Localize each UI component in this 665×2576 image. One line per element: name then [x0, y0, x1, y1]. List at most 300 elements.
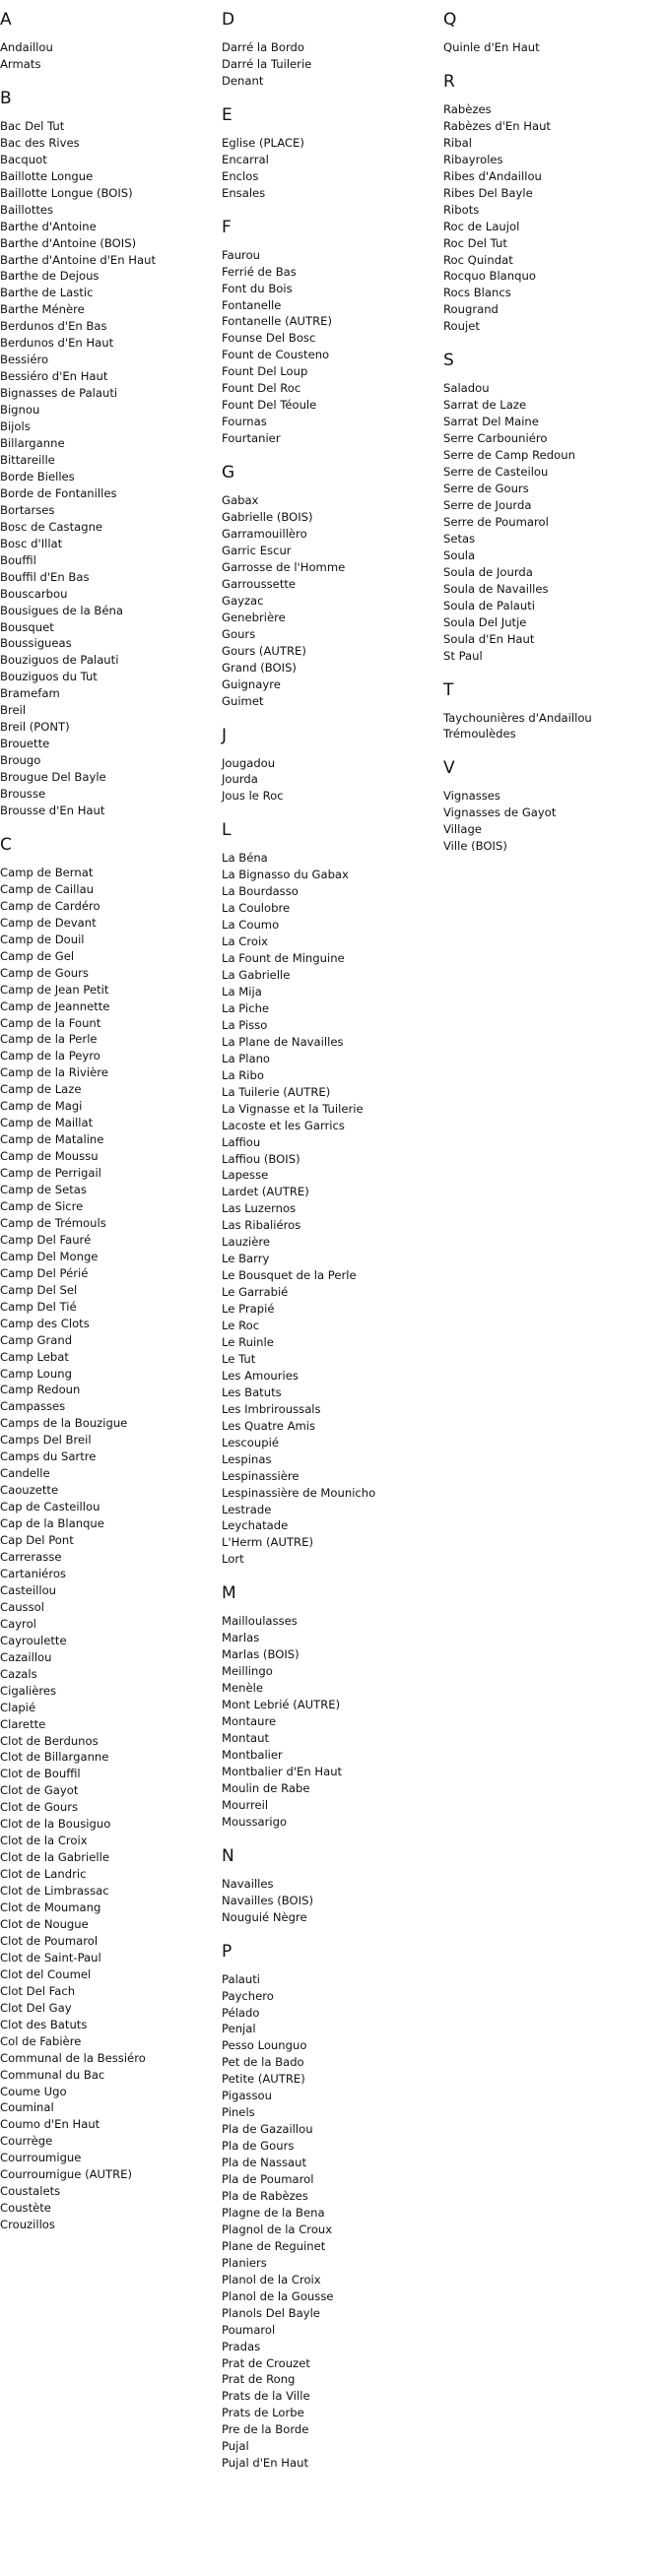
place-name: Ribes Del Bayle — [443, 185, 533, 200]
place-name: Le Prapié — [222, 1302, 275, 1317]
place-name: Fount Del Loup — [222, 364, 308, 379]
place-name: Garroussette — [222, 576, 297, 591]
place-list — [0, 865, 222, 2233]
place-name: Gours — [222, 626, 256, 641]
place-name: Brouette — [0, 737, 50, 751]
place-name: La Coumo — [222, 918, 280, 933]
place-name: Les Batuts — [222, 1385, 282, 1399]
place-name: Fount de Cousteno — [222, 348, 330, 362]
place-name: Lespinassière de Mounicho — [222, 1485, 376, 1500]
place-name: Crouzillos — [0, 2218, 55, 2232]
place-name: Laffiou (BOIS) — [222, 1151, 300, 1166]
place-name: Rougrand — [443, 302, 499, 317]
place-name: Pradas — [222, 2339, 261, 2353]
place-name: Plane de Reguinet — [222, 2238, 326, 2253]
section-letter: L — [222, 820, 232, 841]
place-name: Camp de Jeannette — [0, 998, 110, 1013]
place-name: Pla de Gours — [222, 2139, 295, 2154]
place-name: Prats de Lorbe — [222, 2406, 304, 2420]
place-name: Poumarol — [222, 2322, 276, 2337]
place-name: Clot de Limbrassac — [0, 1884, 109, 1899]
place-name: Menèle — [222, 1681, 263, 1696]
place-name: La Piche — [222, 1000, 270, 1015]
place-name: Clot de Billarganne — [0, 1750, 109, 1765]
place-name: Clot de la Croix — [0, 1834, 88, 1848]
place-name: Pla de Gazaillou — [222, 2122, 313, 2137]
section-letter: P — [222, 1941, 233, 1962]
place-name: Bramefam — [0, 686, 60, 701]
place-list — [443, 380, 665, 664]
place-name: Rabèzes d'En Haut — [443, 118, 551, 133]
place-name: Saladou — [443, 381, 490, 396]
place-name: Casteillou — [0, 1582, 57, 1597]
place-name: Serre Carbouniéro — [443, 431, 548, 446]
section-letter: M — [222, 1583, 236, 1604]
place-name: Fourtanier — [222, 431, 281, 446]
letter-section — [0, 10, 222, 73]
place-name: La Fount de Minguine — [222, 951, 345, 966]
place-name: Vignasses — [443, 789, 500, 804]
place-name: Camp de Devant — [0, 915, 97, 930]
place-name: Gayzac — [222, 593, 264, 608]
place-name: Jourda — [222, 772, 258, 787]
section-letter: R — [443, 71, 455, 92]
place-name: Barthe Ménère — [0, 302, 85, 317]
place-name: Bosc de Castagne — [0, 519, 103, 534]
place-name: Pet de la Bado — [222, 2055, 304, 2070]
place-name: Mont Lebrié (AUTRE) — [222, 1698, 341, 1712]
place-name: Ensales — [222, 185, 266, 200]
place-name: Barthe d'Antoine d'En Haut — [0, 252, 157, 267]
place-name: Darré la Bordo — [222, 40, 304, 54]
place-name: Fournas — [222, 415, 267, 429]
place-name: Communal du Bac — [0, 2067, 105, 2082]
letter-section — [222, 218, 443, 447]
place-name: Camp Redoun — [0, 1383, 81, 1397]
place-name: Planol de la Gousse — [222, 2288, 334, 2303]
place-name: Roc de Laujol — [443, 219, 520, 233]
place-name: Font du Bois — [222, 281, 293, 295]
place-name: Bignasses de Palauti — [0, 386, 118, 401]
place-name: Camp de Maillat — [0, 1116, 94, 1130]
place-name: Village — [443, 822, 482, 837]
place-name: Clot de Nougue — [0, 1916, 89, 1931]
place-name: La Bourdasso — [222, 884, 299, 899]
place-list — [443, 788, 665, 855]
place-name: Camp Loung — [0, 1366, 72, 1381]
section-letter: G — [222, 463, 235, 483]
section-letter: F — [222, 217, 232, 237]
place-name: Denant — [222, 73, 264, 88]
place-name: Encarral — [222, 152, 269, 166]
place-name: Roujet — [443, 319, 480, 334]
place-name: Bouffil — [0, 552, 36, 567]
place-name: Ribal — [443, 135, 472, 150]
place-name: Camp Del Fauré — [0, 1232, 92, 1247]
place-name: Cap de Casteillou — [0, 1500, 100, 1514]
letter-section — [222, 1583, 443, 1830]
place-name: Breil (PONT) — [0, 720, 70, 735]
place-name: Las Luzernos — [222, 1201, 297, 1216]
place-name: Boussigueas — [0, 636, 72, 651]
section-letter: N — [222, 1845, 234, 1866]
place-list — [222, 492, 443, 709]
place-name: Penjal — [222, 2022, 256, 2036]
place-name: Lescoupié — [222, 1435, 279, 1449]
place-name: Nouguié Nègre — [222, 1909, 307, 1924]
place-name: Lapesse — [222, 1168, 269, 1183]
place-name: Camp de Jean Petit — [0, 982, 109, 997]
place-name: Camps de la Bouzigue — [0, 1416, 128, 1431]
place-name: Bijols — [0, 419, 31, 434]
place-name: Cigalières — [0, 1683, 57, 1698]
place-name: Clot de Saint-Paul — [0, 1950, 101, 1964]
place-name: Montbalier — [222, 1747, 283, 1762]
place-name: Clot de la Bousiguo — [0, 1817, 111, 1832]
place-name: Pigassou — [222, 2089, 272, 2103]
place-name: Baillotte Longue (BOIS) — [0, 185, 133, 200]
place-name: La Plane de Navailles — [222, 1034, 344, 1049]
place-name: Camp de Magi — [0, 1099, 83, 1114]
place-name: Pesso Lounguo — [222, 2038, 307, 2053]
section-letter: Q — [443, 10, 457, 30]
place-name: Les Amouries — [222, 1368, 299, 1383]
place-name: Ribes d'Andaillou — [443, 168, 542, 183]
place-name: Coume Ugo — [0, 2084, 67, 2098]
place-name: Baillottes — [0, 202, 54, 217]
place-name: Plagnol de la Croux — [222, 2222, 333, 2236]
place-name: Marlas — [222, 1631, 260, 1645]
place-name: Serre de Gours — [443, 482, 529, 496]
place-name: Rocs Blancs — [443, 286, 511, 300]
place-name: Pujal — [222, 2439, 249, 2454]
place-name: La Tuilerie (AUTRE) — [222, 1084, 331, 1099]
place-list — [222, 755, 443, 805]
place-name: Planiers — [222, 2255, 267, 2270]
place-name: Lestrade — [222, 1502, 272, 1516]
place-name: Lauzière — [222, 1235, 270, 1250]
letter-section — [443, 72, 665, 335]
place-name: Jous le Roc — [222, 789, 284, 804]
place-name: Garramouillèro — [222, 527, 307, 542]
place-name: Cap de la Blanque — [0, 1516, 104, 1531]
place-name: Camp de Trémouls — [0, 1215, 106, 1230]
place-name: Montbalier d'En Haut — [222, 1764, 343, 1778]
letter-section — [443, 680, 665, 743]
place-name: Clot de Bouffil — [0, 1767, 81, 1781]
place-list — [222, 1876, 443, 1926]
place-name: Moulin de Rabe — [222, 1780, 310, 1795]
place-name: Borde de Fontanilles — [0, 485, 117, 500]
place-name: Prats de la Ville — [222, 2389, 310, 2404]
place-name: Courroumigue — [0, 2151, 82, 2165]
place-name: Breil — [0, 703, 27, 718]
place-name: Candelle — [0, 1466, 50, 1481]
letter-section — [222, 1846, 443, 1926]
place-name: Courroumigue (AUTRE) — [0, 2167, 133, 2182]
place-list — [222, 1971, 443, 2473]
place-name: Barthe d'Antoine (BOIS) — [0, 235, 137, 250]
place-name: Camp des Clots — [0, 1316, 90, 1330]
place-name: Camp Del Sel — [0, 1282, 78, 1297]
section-letter: E — [222, 104, 233, 125]
place-name: Camps Del Breil — [0, 1433, 92, 1448]
place-name: Armats — [0, 56, 41, 71]
place-name: Soula de Jourda — [443, 564, 533, 579]
place-name: Couminal — [0, 2100, 54, 2115]
index-column-2 — [222, 10, 443, 2487]
place-name: Camp de Douil — [0, 932, 85, 946]
place-name: Lacoste et les Garrics — [222, 1118, 345, 1132]
place-name: Soula — [443, 547, 476, 562]
place-name: Les Quatre Amis — [222, 1418, 316, 1433]
place-name: Garrosse de l'Homme — [222, 559, 346, 574]
place-name: Clot de Berdunos — [0, 1733, 99, 1748]
place-name: Soula de Navailles — [443, 581, 549, 596]
place-name: Bouziguos de Palauti — [0, 653, 119, 668]
place-name: Col de Fabière — [0, 2033, 82, 2048]
place-list — [443, 39, 665, 56]
place-name: Carrerasse — [0, 1550, 62, 1565]
letter-section — [0, 835, 222, 2233]
place-name: Sarrat de Laze — [443, 398, 527, 413]
place-name: Le Tut — [222, 1351, 256, 1366]
place-name: Bessiéro — [0, 353, 49, 367]
section-letter: T — [443, 679, 454, 700]
section-letter: D — [222, 10, 235, 30]
place-name: Bousquet — [0, 619, 54, 634]
place-name: Paychero — [222, 1988, 274, 2003]
place-name: La Mija — [222, 984, 262, 998]
place-name: Clot Del Gay — [0, 2000, 72, 2015]
place-name: Camp Grand — [0, 1332, 73, 1347]
place-name: Enclos — [222, 168, 259, 183]
place-name: Le Garrabié — [222, 1285, 289, 1300]
section-letter: C — [0, 834, 12, 855]
place-name: Clot de Gours — [0, 1800, 79, 1815]
place-name: Genebrière — [222, 610, 286, 624]
place-name: La Coulobre — [222, 901, 291, 916]
place-name: Courrège — [0, 2134, 53, 2149]
place-name: Camp de la Peyro — [0, 1049, 100, 1063]
place-name: Berdunos d'En Bas — [0, 319, 107, 334]
place-name: Setas — [443, 531, 476, 546]
place-list — [222, 247, 443, 447]
place-name: Planol de la Croix — [222, 2272, 321, 2286]
place-name: Camp de Gours — [0, 965, 89, 980]
place-name: Bortarses — [0, 502, 55, 517]
place-name: Planols Del Bayle — [222, 2305, 320, 2320]
place-name: Camp de Laze — [0, 1082, 82, 1097]
section-letter: B — [0, 88, 12, 108]
place-name: Sarrat Del Maine — [443, 415, 539, 429]
place-name: Clapié — [0, 1700, 36, 1714]
place-name: Ville (BOIS) — [443, 839, 507, 854]
place-name: Jougadou — [222, 755, 276, 770]
place-name: Pujal d'En Haut — [222, 2456, 308, 2471]
place-name: Pinels — [222, 2105, 255, 2120]
place-name: Caouzette — [0, 1483, 59, 1498]
letter-section — [222, 10, 443, 90]
place-name: Cayrol — [0, 1616, 36, 1631]
place-name: Fount Del Roc — [222, 381, 301, 396]
place-list — [0, 118, 222, 819]
place-name: Prat de Rong — [222, 2372, 296, 2387]
place-name: La Pisso — [222, 1017, 268, 1032]
place-name: Founse Del Bosc — [222, 331, 316, 346]
place-name: Guimet — [222, 693, 264, 708]
place-name: Berdunos d'En Haut — [0, 336, 114, 351]
place-name: Brousse d'En Haut — [0, 803, 105, 817]
place-name: Le Ruinle — [222, 1335, 274, 1349]
place-name: Bignou — [0, 403, 40, 418]
place-name: Montaut — [222, 1731, 269, 1746]
place-name: Laffiou — [222, 1134, 261, 1149]
place-name: Las Ribaliéros — [222, 1218, 301, 1233]
place-name: Camp de Bernat — [0, 865, 94, 879]
place-name: Gabax — [222, 493, 259, 508]
place-name: Barthe d'Antoine — [0, 219, 97, 233]
section-letter: A — [0, 10, 12, 30]
place-name: Camp de Sicre — [0, 1199, 84, 1213]
place-name: Camp de la Fount — [0, 1015, 101, 1030]
letter-section — [222, 463, 443, 709]
place-name: Ribayroles — [443, 152, 503, 166]
place-name: Fontanelle — [222, 297, 282, 312]
place-name: Coustalets — [0, 2184, 61, 2199]
place-name: Ribots — [443, 202, 480, 217]
place-name: Clot del Coumel — [0, 1966, 92, 1981]
place-name: Camp de Moussu — [0, 1149, 99, 1164]
place-name: Rabèzes — [443, 101, 492, 116]
place-name: Marlas (BOIS) — [222, 1647, 299, 1662]
place-list — [222, 850, 443, 1568]
index-column-1 — [0, 10, 222, 2249]
place-name: La Plano — [222, 1051, 271, 1065]
place-name: Pla de Rabèzes — [222, 2188, 308, 2203]
place-name: La Croix — [222, 934, 269, 949]
place-name: Vignasses de Gayot — [443, 805, 557, 820]
place-name: Ferrié de Bas — [222, 264, 297, 279]
place-name: Cazaillou — [0, 1649, 52, 1664]
place-name: Bousigues de la Béna — [0, 603, 123, 617]
place-name: Gours (AUTRE) — [222, 643, 306, 658]
place-name: Caussol — [0, 1599, 44, 1614]
letter-section — [443, 10, 665, 56]
place-name: Andaillou — [0, 40, 53, 54]
place-name: Clot de Gayot — [0, 1783, 79, 1798]
place-name: Serre de Camp Redoun — [443, 448, 575, 463]
place-name: Palauti — [222, 1971, 261, 1986]
index-column-3 — [443, 10, 665, 870]
place-name: Faurou — [222, 247, 261, 262]
place-name: Darré la Tuilerie — [222, 56, 312, 71]
letter-section — [222, 820, 443, 1568]
place-name: La Béna — [222, 851, 268, 866]
letter-section — [222, 1942, 443, 2473]
place-name: Navailles (BOIS) — [222, 1893, 313, 1907]
place-name: Camp de Cardéro — [0, 898, 100, 913]
place-list — [222, 1613, 443, 1830]
place-name: Meillingo — [222, 1664, 273, 1679]
place-name: Trémoulèdes — [443, 727, 516, 741]
place-name: Baillotte Longue — [0, 168, 94, 183]
place-name: Fontanelle (AUTRE) — [222, 314, 333, 329]
place-name: Bittareille — [0, 452, 55, 467]
place-name: Pla de Poumarol — [222, 2172, 314, 2187]
place-name: Lardet (AUTRE) — [222, 1185, 309, 1199]
place-name: Camp Del Monge — [0, 1249, 99, 1263]
place-list — [0, 39, 222, 73]
place-name: St Paul — [443, 648, 483, 663]
place-name: Pla de Nassaut — [222, 2156, 307, 2170]
section-letter: J — [222, 725, 228, 745]
place-name: Serre de Casteilou — [443, 465, 549, 480]
place-name: Camp Del Périé — [0, 1265, 89, 1280]
place-name: Lort — [222, 1552, 244, 1567]
place-name: Fount Del Téoule — [222, 398, 317, 413]
place-name: Soula Del Jutje — [443, 614, 527, 629]
place-name: Barthe de Lastic — [0, 286, 94, 300]
place-list — [443, 101, 665, 335]
place-name: Brougo — [0, 753, 41, 768]
place-name: Camp de Gel — [0, 948, 75, 963]
place-name: Soula de Palauti — [443, 598, 536, 612]
place-name: Bac des Rives — [0, 135, 80, 150]
place-name: Moussarigo — [222, 1814, 288, 1829]
place-name: Lespinas — [222, 1451, 272, 1466]
place-name: L'Herm (AUTRE) — [222, 1535, 313, 1550]
place-name: Leychatade — [222, 1518, 289, 1533]
place-name: Rocquo Blanquo — [443, 269, 536, 284]
place-name: Serre de Poumarol — [443, 514, 549, 529]
place-name: Clot de Poumarol — [0, 1933, 99, 1948]
place-name: Cayroulette — [0, 1633, 67, 1647]
place-list — [443, 710, 665, 743]
place-name: Clot Del Fach — [0, 1983, 76, 1998]
place-name: Le Bousquet de la Perle — [222, 1268, 357, 1283]
place-name: Brousse — [0, 787, 46, 802]
place-name: Bosc d'Illat — [0, 536, 63, 550]
letter-section — [443, 351, 665, 664]
place-name: Petite (AUTRE) — [222, 2072, 305, 2087]
place-name: Communal de la Bessiéro — [0, 2050, 146, 2065]
place-name: Bessiéro d'En Haut — [0, 369, 108, 384]
place-name: La Vignasse et la Tuilerie — [222, 1101, 364, 1116]
place-name: Bac Del Tut — [0, 118, 65, 133]
place-name: La Gabrielle — [222, 968, 291, 983]
place-name: Brougue Del Bayle — [0, 770, 106, 785]
place-name: Billarganne — [0, 436, 65, 451]
place-name: Barthe de Dejous — [0, 269, 100, 284]
place-name: Camp de la Perle — [0, 1032, 98, 1047]
place-name: Montaure — [222, 1714, 277, 1729]
place-name: Cazals — [0, 1666, 37, 1681]
place-name: Mailloulasses — [222, 1614, 298, 1629]
place-name: Pélado — [222, 2005, 260, 2020]
letter-section — [0, 89, 222, 819]
place-name: Clot de Landric — [0, 1867, 87, 1882]
place-name: Quinle d'En Haut — [443, 40, 540, 54]
place-name: Bouffil d'En Bas — [0, 569, 90, 584]
place-name: Le Barry — [222, 1252, 270, 1266]
place-name: Soula d'En Haut — [443, 631, 535, 646]
place-name: Prat de Crouzet — [222, 2355, 310, 2370]
place-name: Navailles — [222, 1876, 274, 1891]
place-name: Le Roc — [222, 1319, 260, 1333]
place-name: Clot de la Gabrielle — [0, 1850, 109, 1865]
place-name: Bouscarbou — [0, 586, 68, 601]
